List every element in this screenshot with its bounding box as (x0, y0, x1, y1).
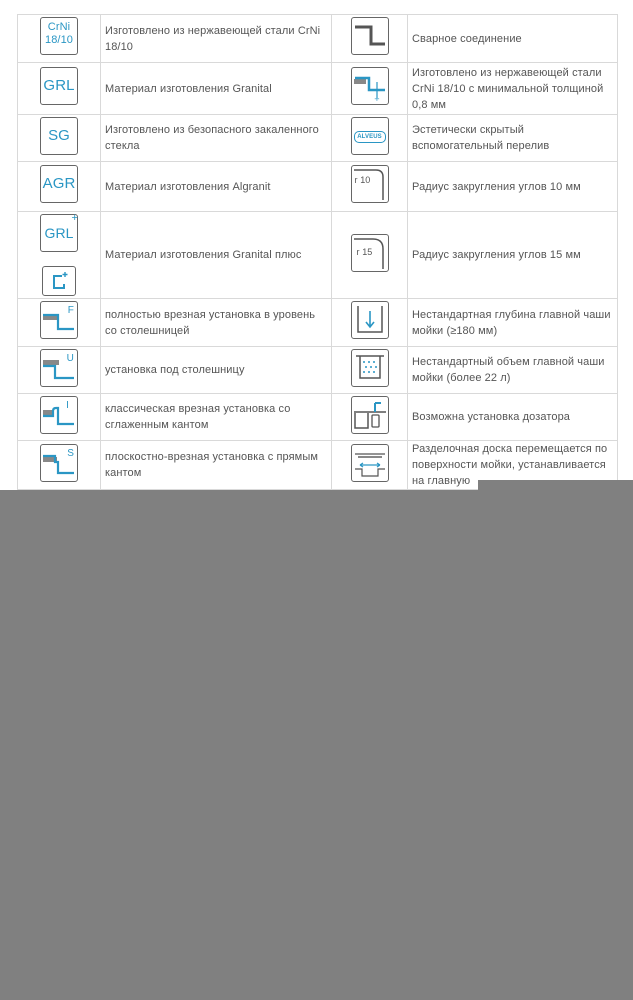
icon-cell (332, 394, 408, 441)
icon-cell (332, 63, 408, 115)
table-row (18, 162, 618, 212)
table-row (18, 394, 618, 441)
grl-icon (40, 67, 78, 105)
feature-description: Нестандартный объем главной чаши мойки (более 22 л) (408, 347, 618, 394)
icon-superscript: + (71, 212, 78, 224)
icon-label: GRL (44, 225, 74, 241)
table-row (18, 347, 618, 394)
feature-description: классическая врезная установка со сглаженным кантом (101, 394, 332, 441)
alveus-wordmark: ALVEUS (354, 131, 386, 143)
icon-cell (18, 115, 101, 162)
icon-label: 18/10 (44, 34, 74, 46)
radius-r15-icon (351, 234, 389, 272)
table-row (18, 299, 618, 347)
grey-overlay (0, 490, 633, 1000)
icon-cell (332, 441, 408, 490)
feature-description: Изготовлено из нержавеющей стали CrNi 18/10 (101, 15, 332, 63)
icon-label: S (67, 447, 74, 459)
icon-cell (332, 347, 408, 394)
feature-description: Материал изготовления Granital (101, 63, 332, 115)
feature-description: Изготовлено из безопасного закаленного стекла (101, 115, 332, 162)
icon-cell (18, 63, 101, 115)
table-row (18, 115, 618, 162)
icon-cell (18, 394, 101, 441)
dispenser-icon (351, 396, 389, 434)
features-legend-table (17, 14, 618, 490)
inset-i-icon (40, 396, 78, 434)
granital-plus-cleaning-icon (42, 266, 76, 296)
feature-description: Возможна установка дозатора (408, 394, 618, 441)
feature-description: Изготовлено из нержавеющей стали CrNi 18/10 с минимальной толщиной 0,8 мм (408, 63, 618, 115)
icon-label: CrNi (47, 21, 71, 33)
table-row (18, 63, 618, 115)
radius-r10-icon (351, 165, 389, 203)
icon-label: SG (48, 126, 70, 144)
cutting-board-icon (351, 444, 389, 482)
feature-description: Разделочная доска перемещается по поверхности мойки, устанавливается на главную (408, 441, 618, 490)
icon-label: r 10 (354, 175, 371, 185)
flat-inset-s-icon (40, 444, 78, 482)
icon-cell (332, 15, 408, 63)
welded-joint-icon (351, 17, 389, 55)
feature-description: Нестандартная глубина главной чаши мойки (≥180 мм) (408, 299, 618, 347)
sg-icon (40, 117, 78, 155)
icon-label: F (67, 305, 74, 316)
icon-cell (18, 347, 101, 394)
feature-description: Радиус закругления углов 10 мм (408, 162, 618, 212)
min-thickness-icon (351, 67, 389, 105)
icon-label: GRL (43, 77, 75, 94)
grl-plus-icon (40, 214, 78, 252)
feature-description: Эстетически скрытый вспомогательный перелив (408, 115, 618, 162)
agr-icon (40, 165, 78, 203)
svg-text:+: + (373, 95, 380, 103)
flush-mount-f-icon (40, 301, 78, 339)
feature-description: Сварное соединение (408, 15, 618, 63)
undermount-u-icon (40, 349, 78, 387)
icon-cell (332, 212, 408, 299)
table-row (18, 212, 618, 299)
icon-cell (18, 212, 101, 299)
feature-description: Радиус закругления углов 15 мм (408, 212, 618, 299)
icon-cell (18, 15, 101, 63)
feature-description: плоскостно-врезная установка с прямым кантом (101, 441, 332, 490)
feature-description: установка под столешницу (101, 347, 332, 394)
crni-18-10-icon (40, 17, 78, 55)
icon-cell (332, 299, 408, 347)
feature-description: полностью врезная установка в уровень со столешницей (101, 299, 332, 347)
icon-label: AGR (42, 175, 76, 192)
icon-cell (332, 115, 408, 162)
icon-label: I (66, 399, 69, 411)
feature-description: Материал изготовления Algranit (101, 162, 332, 212)
alveus-logo-icon (351, 117, 389, 155)
table-row (18, 15, 618, 63)
bowl-volume-icon (351, 349, 389, 387)
icon-cell (18, 162, 101, 212)
feature-description: Материал изготовления Granital плюс (101, 212, 332, 299)
icon-label: U (66, 352, 74, 364)
icon-label: r 15 (356, 246, 373, 257)
icon-cell (332, 162, 408, 212)
bowl-depth-icon (351, 301, 389, 339)
icon-cell (18, 299, 101, 347)
icon-cell (18, 441, 101, 490)
